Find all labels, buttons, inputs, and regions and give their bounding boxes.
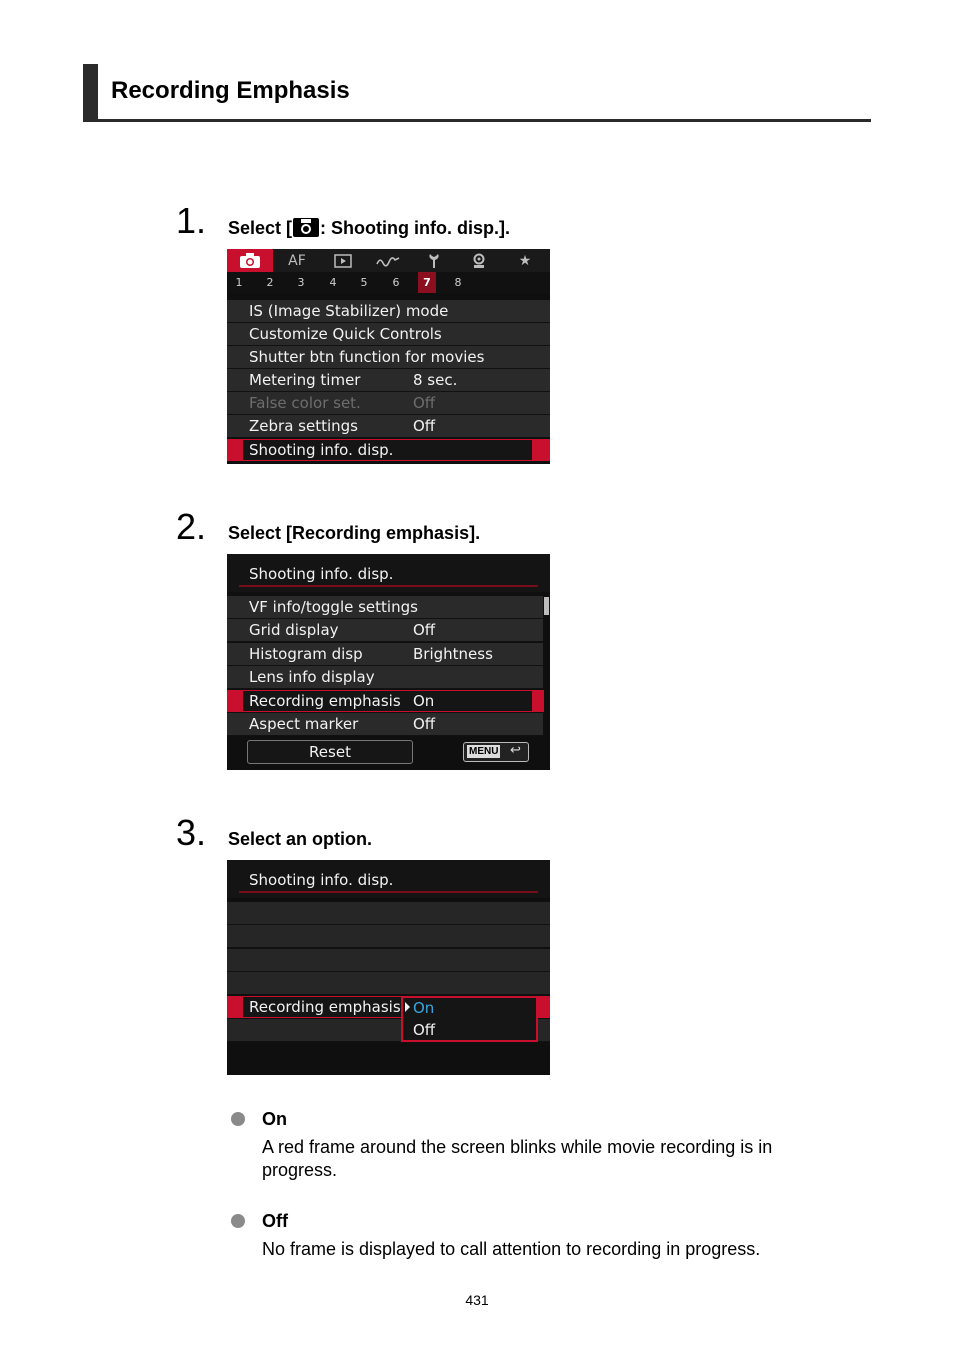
menu-item-blank (227, 902, 550, 925)
page-number[interactable]: 2 (266, 276, 274, 289)
step-3-number: 3. (176, 812, 207, 853)
option-off[interactable]: Off (413, 1021, 436, 1039)
reset-button[interactable]: Reset (247, 740, 413, 764)
menu-item-label: VF info/toggle settings (249, 598, 418, 616)
custom-function-icon (471, 253, 487, 269)
option-on-heading: On (262, 1109, 287, 1129)
menu-item-label: Lens info display (249, 668, 375, 686)
option-on[interactable]: On (413, 999, 435, 1017)
menu-item-value: On (413, 692, 435, 710)
section-header (83, 64, 871, 122)
tab-setup[interactable] (414, 249, 454, 272)
submenu-header (227, 860, 550, 898)
menu-item-value: Off (413, 715, 436, 733)
menu-item-disabled (227, 392, 550, 415)
header-underline (239, 891, 538, 893)
menu-item[interactable] (227, 300, 550, 323)
camera-menu-screen-2 (227, 554, 550, 770)
option-off-heading: Off (262, 1211, 288, 1231)
page-number: 431 (465, 1292, 489, 1308)
page-number[interactable]: 8 (454, 276, 462, 289)
menu-item[interactable] (227, 666, 543, 689)
step-1-text-before: Select [ (228, 218, 293, 238)
scrollbar-thumb[interactable] (544, 597, 549, 615)
menu-item[interactable] (227, 596, 543, 619)
menu-item-label: Histogram disp (249, 645, 363, 663)
menu-item-blank (227, 925, 550, 948)
menu-item[interactable] (227, 713, 543, 736)
header-accent-bar (83, 64, 98, 122)
menu-item[interactable] (227, 369, 550, 392)
page-number[interactable]: 4 (329, 276, 337, 289)
tab-playback[interactable] (323, 249, 363, 272)
menu-item[interactable] (227, 619, 543, 642)
step-3-text: Select an option. (228, 829, 373, 849)
menu-label: MENU (469, 746, 499, 757)
selection-caret-icon (405, 1002, 410, 1012)
menu-item[interactable] (227, 415, 550, 438)
tab-shooting[interactable] (227, 249, 273, 272)
option-on-description: A red frame around the screen blinks while movie recording is in progress. (262, 1137, 773, 1180)
header-rule (83, 119, 871, 122)
page-number[interactable]: 1 (235, 276, 243, 289)
step-1-text-after: : Shooting info. disp.]. (320, 218, 510, 238)
menu-item-label: False color set. (249, 394, 361, 412)
menu-item-label: Aspect marker (249, 715, 359, 733)
bullet-dot (231, 1112, 245, 1126)
menu-item-selected[interactable] (227, 690, 544, 713)
af-icon: AF (288, 252, 306, 269)
tab-af[interactable] (277, 249, 317, 272)
menu-item-label: Shutter btn function for movies (249, 348, 485, 366)
wireless-icon (376, 255, 400, 267)
camera-icon (293, 218, 319, 237)
submenu-title: Shooting info. disp. (249, 871, 394, 889)
playback-icon (334, 254, 352, 268)
tab-custom-functions[interactable] (459, 249, 499, 272)
my-menu-star-icon: ★ (518, 252, 532, 269)
menu-item-blank (227, 972, 550, 995)
menu-item-label: Zebra settings (249, 417, 358, 435)
menu-item-label: Recording emphasis (249, 998, 401, 1016)
menu-item[interactable] (227, 323, 550, 346)
tab-my-menu[interactable] (505, 249, 545, 272)
menu-item-value: Off (413, 417, 436, 435)
menu-item[interactable] (227, 346, 550, 369)
menu-item-selected[interactable] (227, 439, 550, 462)
menu-item-label: Metering timer (249, 371, 361, 389)
menu-item-label: Grid display (249, 621, 339, 639)
tab-wireless[interactable] (368, 249, 408, 272)
menu-item-label: Recording emphasis (249, 692, 401, 710)
option-off-description: No frame is displayed to call attention to recording in progress. (262, 1239, 761, 1259)
menu-item[interactable] (227, 643, 543, 666)
menu-page-numbers (227, 272, 550, 293)
camera-menu-screen-3 (227, 860, 550, 1075)
option-popup (401, 996, 538, 1042)
menu-item-blank (227, 949, 550, 972)
submenu-title: Shooting info. disp. (249, 565, 394, 583)
page-title: Recording Emphasis (111, 77, 350, 104)
menu-item-value: Off (413, 394, 436, 412)
step-1-number: 1. (176, 200, 207, 241)
step-2-number: 2. (176, 506, 207, 547)
back-arrow-icon: ↩ (510, 743, 521, 758)
step-1-text (228, 218, 510, 239)
menu-item-label: IS (Image Stabilizer) mode (249, 302, 449, 320)
menu-item-value: Off (413, 621, 436, 639)
menu-item-label: Shooting info. disp. (249, 441, 394, 459)
page-number[interactable]: 5 (360, 276, 368, 289)
bullet-dot (231, 1214, 245, 1228)
page-number[interactable]: 3 (297, 276, 305, 289)
step-2-text: Select [Recording emphasis]. (228, 523, 481, 543)
menu-item-label: Customize Quick Controls (249, 325, 442, 343)
menu-tab-bar (227, 249, 550, 272)
menu-item-value: Brightness (413, 645, 493, 663)
setup-wrench-icon (427, 253, 441, 269)
menu-item-value: 8 sec. (413, 371, 458, 389)
camera-icon (240, 253, 260, 268)
camera-menu-screen-1 (227, 249, 550, 464)
submenu-header (227, 554, 550, 592)
menu-back-button[interactable] (463, 742, 529, 762)
header-underline (239, 585, 538, 587)
page-number[interactable]: 6 (392, 276, 400, 289)
page-number-active[interactable]: 7 (418, 272, 436, 293)
